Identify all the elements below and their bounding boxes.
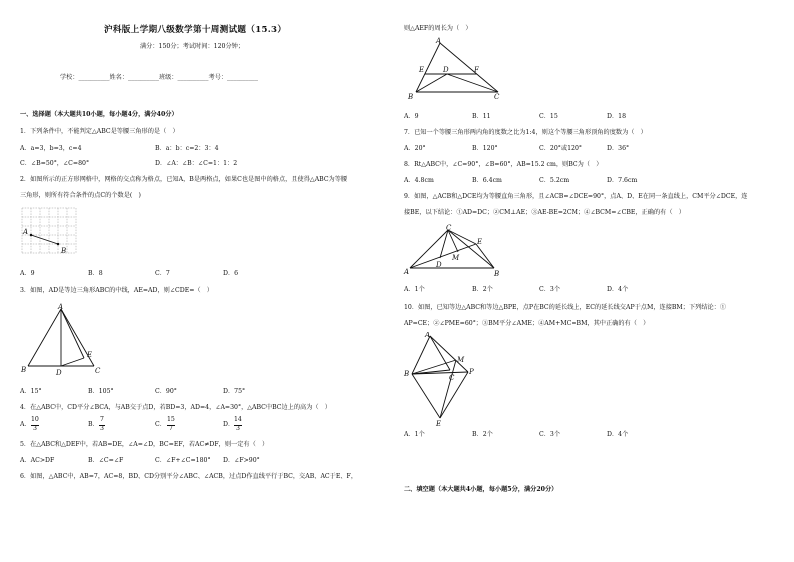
q9-option-b: B．2个 (472, 286, 493, 293)
q3-option-c: C．90° (155, 388, 177, 395)
section1-header: 一、选择题（本大题共10小题，每小题4分，满分40分） (20, 111, 178, 118)
q8-stem: 8．Rt△ABC中，∠C=90°，∠B=60°，AB=15.2 cm，则BC为（ ） (404, 161, 603, 168)
q4-option-d-denominator: 3 (236, 425, 240, 432)
q10-label-b: B (404, 370, 410, 378)
q7-option-d: D．36° (607, 145, 630, 152)
q9-option-a: A．1个 (404, 286, 425, 293)
q4-option-c-label: C． (155, 421, 166, 428)
exam-meta: 满分：150分；考试时间：120分钟； (140, 43, 245, 50)
q4-option-d-numerator: 14 (234, 416, 242, 423)
q5-option-a: A．AC>DF (20, 457, 55, 464)
q10-option-d: D．4个 (607, 431, 629, 438)
q5-stem: 5．在△ABC和△DEF中，若AB=DE，∠A=∠D，BC=EF，若AC≠DF，则一定有（ ） (20, 441, 269, 448)
q3-option-d: D．75° (223, 388, 246, 395)
q6-label-a: A (436, 37, 442, 45)
q4-option-b-denominator: 3 (100, 425, 104, 432)
q6-stem: 6．如图，△ABC中，AB=7，AC=8，BD、CD分别平分∠ABC、∠ACB，过点D作直线平行于BC，交AB、AC于E、F， (20, 473, 358, 480)
q5-option-d: D．∠F>90° (223, 457, 260, 464)
q7-option-b: B．120° (472, 145, 498, 152)
page-title: 沪科版上学期八级数学第十周测试题（15.3） (104, 25, 287, 35)
q9-stem-line1: 9．如图，△ACB和△DCE均为等腰直角三角形，且∠ACB=∠DCE=90°，点A、D、E在同一条直线上，CM平分∠DCE，连 (404, 193, 748, 200)
q9-label-a: A (404, 268, 410, 276)
q10-stem-line1: 10．如图，已知等边△ABC和等边△BPE，点P在BC的延长线上，EC的延长线交AP于点M，连接BM；下列结论：① (404, 304, 727, 311)
q2-option-d: D．6 (223, 270, 239, 277)
q2-stem-line1: 2．如图所示的正方形网格中，网格的交点称为格点，已知A，B是两格点，如果C也是图中的格点，且使得△ABC为等腰 (20, 176, 348, 183)
q3-label-d: D (56, 369, 62, 377)
q4-option-b-label: B． (88, 421, 99, 428)
q9-label-b: B (494, 270, 500, 278)
q4-option-a-denominator: 3 (33, 425, 37, 432)
q3-label-c: C (95, 367, 101, 375)
q2-option-b: B．8 (88, 270, 103, 277)
q3-stem: 3．如图，AD是等边三角形ABC的中线，AE=AD，则∠CDE=（ ） (20, 287, 213, 294)
q9-label-m: M (452, 254, 460, 262)
q9-label-e: E (477, 238, 483, 246)
q3-label-b: B (21, 366, 27, 374)
q4-option-d-label: D． (223, 421, 235, 428)
q2-label-a: A (23, 228, 29, 236)
q10-option-b: B．2个 (472, 431, 493, 438)
q10-label-e: E (436, 420, 442, 426)
q8-option-c: C．5.2cm (539, 177, 570, 184)
q3-label-e: E (87, 351, 93, 359)
q9-triangle-figure (402, 220, 512, 280)
q1-stem: 1．下列条件中，不能判定△ABC是等腰三角形的是（ ） (20, 128, 179, 135)
q4-option-c-numerator: 15 (167, 416, 175, 423)
q10-stem-line2: AP=CE；②∠PME=60°；③BM平分∠AME；④AM+MC=BM，其中正确的有（ ） (404, 320, 650, 327)
q9-option-d: D．4个 (607, 286, 629, 293)
q6-label-b: B (408, 93, 414, 101)
q1-option-c: C．∠B=50°，∠C=80° (20, 160, 90, 167)
q8-option-d: D．7.6cm (607, 177, 638, 184)
q1-option-a: A．a=3，b=3，c=4 (20, 145, 82, 152)
q2-label-b: B (61, 247, 67, 255)
q6-label-e: E (419, 66, 425, 74)
q9-label-c: C (446, 224, 452, 232)
q1-option-b: B．a：b：c=2：3：4 (155, 145, 219, 152)
q6-option-d: D．18 (607, 113, 627, 120)
q1-option-d: D．∠A：∠B：∠C=1：1：2 (155, 160, 238, 167)
q6-option-c: C．15 (539, 113, 558, 120)
q2-option-c: C．7 (155, 270, 170, 277)
q6-label-c: C (494, 93, 500, 101)
q8-option-b: B．6.4cm (472, 177, 502, 184)
q6-option-a: A．9 (404, 113, 419, 120)
q6-option-b: B．11 (472, 113, 491, 120)
q10-option-a: A．1个 (404, 431, 425, 438)
q7-option-c: C．20°或120° (539, 145, 582, 152)
q10-figure (402, 332, 482, 426)
q6-label-d: D (443, 66, 449, 74)
q2-grid-figure (20, 206, 80, 262)
q4-option-a-label: A． (20, 421, 31, 428)
q3-option-b: B．105° (88, 388, 114, 395)
q5-option-b: B．∠C=∠F (88, 457, 124, 464)
q3-label-a: A (58, 303, 64, 311)
q3-triangle-figure (18, 302, 108, 378)
q10-label-m: M (457, 356, 465, 364)
q2-stem-line2: 三角形，则所有符合条件的点C的个数是( ) (20, 192, 141, 199)
q5-option-c: C．∠F+∠C=180° (155, 457, 211, 464)
q4-option-c-denominator: 7 (169, 425, 173, 432)
q10-label-p: P (469, 368, 474, 376)
q4-option-a-numerator: 10 (31, 416, 39, 423)
q10-label-a: A (425, 332, 431, 339)
q6-label-f: F (474, 66, 479, 74)
q9-label-d: D (436, 261, 442, 269)
q9-stem-line2: 接BE，以下结论：①AD=DC；②CM⊥AE；③AE-BE=2CM；④∠BCM=∠CBE，正确的有（ ） (404, 209, 685, 216)
section2-header: 二、填空题（本大题共4小题，每小题5分，满分20分） (404, 486, 558, 493)
q6-triangle-figure (402, 36, 512, 104)
q4-stem: 4．在△ABC中，CD平分∠BCA，与AB交于点D，若BD=3，AD=4，∠A=30°，△ABC中BC边上的高为（ ） (20, 404, 331, 411)
q3-option-a: A．15° (20, 388, 42, 395)
q2-option-a: A．9 (20, 270, 35, 277)
q10-label-c: C (449, 374, 455, 382)
q7-stem: 7．已知一个等腰三角形两内角的度数之比为1:4，则这个等腰三角形顶角的度数为（ ） (404, 129, 647, 136)
q7-option-a: A．20° (404, 145, 426, 152)
student-info-line: 学校：__________姓名：__________班级：__________考号：__________ (60, 74, 258, 81)
q6-stem-continued: 则△AEF的周长为（ ） (404, 25, 472, 32)
q4-option-b-numerator: 7 (100, 416, 104, 423)
q9-option-c: C．3个 (539, 286, 561, 293)
q10-option-c: C．3个 (539, 431, 561, 438)
q8-option-a: A．4.8cm (404, 177, 434, 184)
